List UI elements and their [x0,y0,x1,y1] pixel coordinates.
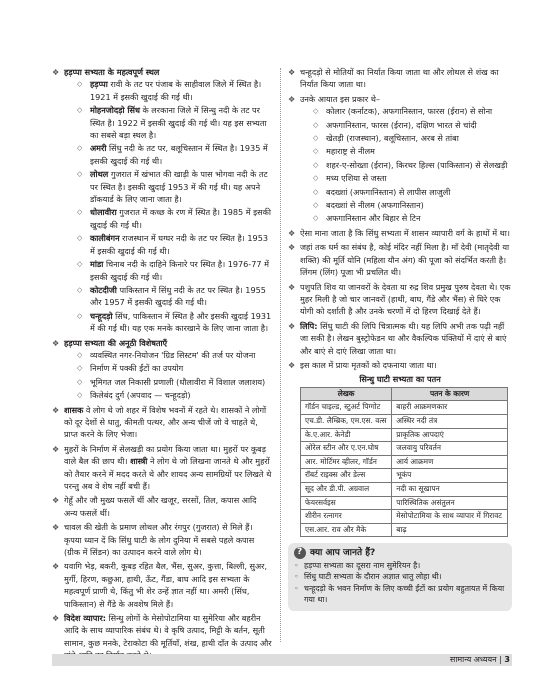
table-row: शीरीन रत्नागर मेसोपोटामिया के साथ व्यापार में गिरावट [301,510,508,524]
page-footer [0,650,554,670]
list-item: ◦ चन्हूदड़ो के भवन निर्माण के लिए कच्ची ईंटों का प्रयोग बहुतायत में किया गया था। [294,583,505,605]
diamond-bullet-icon: ◇ [313,147,319,156]
diamond-bullet-icon: ◇ [77,391,83,400]
table-row: के.ए.आर. केनेडी प्राकृतिक आपदाएं [301,428,508,442]
page-number: 3 [504,655,510,664]
paragraph: ❖ पशुपति शिव या जानवरों के देवता या रुद्र शिव प्रमुख पुरुष देवता थे। एक मुहर मिली है जो चार जानवरों (हाथी, बाघ, गैंडे और भैंस) से घिरे एक योगी को दर्शाती है और उनके चरणों में दो हिरण दिखाई देते हैं। [288,281,511,317]
list-item: ◇ अफगानिस्तान, फारस (ईरान), दक्षिण भारत से चांदी [313,119,477,130]
table-row: आर. मोर्टिमर व्हीलर, गॉर्डन आर्य आक्रमण [301,455,508,469]
list-item: ◇ शहर-ए-सोख्ता (ईरान), किरथर हिल्स (पाकिस्तान) से सेलखड़ी [313,159,508,170]
diamond-bullet-icon: ◇ [77,208,83,217]
bullet-icon: ❖ [288,227,296,238]
list-item: ◇ खेतड़ी (राजस्थान), बलूचिस्तान, अरब से तांबा [313,133,459,144]
list-item: ◇ मध्य एशिया से जस्ता [313,173,387,184]
list-item: ◇ चन्हूदड़ो सिंध, पाकिस्तान में स्थित है और इसकी खुदाई 1931 में की गई थी। यह एक मनके कारखाने के लिए जाना जाता है। [77,310,272,334]
diamond-bullet-icon: ◇ [313,214,319,223]
paragraph: ❖ यवागि भेड़, बकरी, कूबड़ रहित बैल, भैंस, सुअर, कुत्ता, बिल्ली, सुअर, मुर्गी, हिरण, कछुआ, हाथी, ऊँट, गैंडा, बाघ आदि इस सभ्यता के महत्वपूर्ण प्राणी थे, किंतु भी शेर उन्हें ज्ञात नहीं था। अमरी (सिंध, पाकिस्तान) से गैंडे के अवशेष मिले हैं। [52,561,268,609]
column-divider [280,68,281,642]
bullet-icon: ❖ [52,613,60,624]
section-sites [52,66,272,335]
bullet-icon: ❖ [288,320,296,331]
list-item: ◇ किलेबंद दुर्ग (अपवाद — चन्हूदड़ो) [77,390,191,401]
bullet-icon: ❖ [288,281,296,292]
list-item: ◇ बदख्शां (अफगानिस्तान) से लापीस लाजुली [313,186,451,197]
section-imports: ❖ उनके आयात इस प्रकार थे– ◇ कोलार (कर्नाटक), अफगानिस्तान, फारस (ईरान) से सोना ◇ अफगानिस्तान, फारस (ईरान), दक्षिण भारत से चांदी ◇ खेतड़ी (राजस्थान), बलूचिस्तान, अरब से तांबा ◇ महाराष्ट्र से नीलम ◇ शहर-ए-सोख्ता (ईरान), किरथर हिल्स (पाकिस्तान) से सेलखड़ी ◇ मध्य एशिया से जस्ता ◇ बदख्शां (अफगानिस्तान) से लापीस लाजुली ◇ बदख्शां से नीलम (अफगानिस्तान) ◇ अफगानिस्तान और बिहार से टिन [288,93,512,225]
table-header: लेखक [301,387,392,401]
table-row: गॉर्डन चाइल्ड, स्टुअर्ट पिग्गोट बाहरी आक्रमणकार [301,401,508,415]
bullet-icon: ❖ [52,495,60,506]
circle-bullet-icon: ◦ [294,572,299,582]
list-item: ◇ हड़प्पा रावी के तट पर पंजाब के साहीवाल जिले में स्थित है। 1921 में इसकी खुदाई की गई थी। [77,79,262,102]
list-item: ◇ कोलार (कर्नाटक), अफगानिस्तान, फारस (ईरान) से सोना [313,106,493,117]
diamond-bullet-icon: ◇ [313,187,319,196]
list-item: ◇ व्यवस्थित नगर-नियोजन 'ग्रिड सिस्टम' की तर्ज पर योजना [77,349,256,360]
list-item: ◦ हड़प्पा सभ्यता का दूसरा नाम सुमेरियन है। [294,560,421,570]
paragraph: ❖ चन्हूदड़ो से मोतियों का निर्यात किया जाता था और लोथल से शंख का निर्यात किया जाता था। [288,67,499,90]
paragraph: ❖ विदेश व्यापार: सिन्धु लोगों के मेसोपोटामिया या सुमेरिया और बहरीन आदि के साथ व्यापारिक संबंध थे। वे कृषि उत्पाद, मिट्टी के बर्तन, सूती सामान, कुछ मनके, टेराकोटा की मूर्तियाँ, शंख, हाथी दाँत के उत्पाद और [52,613,272,648]
bullet-icon: ❖ [52,443,60,454]
diamond-bullet-icon: ◇ [77,350,83,359]
paragraph: ❖ लिपि: सिंधु घाटी की लिपि चित्रात्मक थी। यह लिपि अभी तक पढ़ी नहीं जा सकी है। लेखन बुस्ट्रोफेडन था और वैकल्पिक पंक्तियों में दाएं से बाएं और बाएं से दाएं लिखा जाता था। [288,320,507,356]
bullet-icon: ❖ [288,359,296,370]
list-item: ◇ भूमिगत जल निकासी प्रणाली (धौलावीरा में विशाल जलाशय) [77,376,266,387]
paragraph: ❖ गेहूँ और जौ मुख्य फसलें थीं और खजूर, सरसों, तिल, कपास आदि अन्य फसलें थीं। [52,495,257,518]
question-bulb-icon [294,547,306,559]
list-item: ◇ बदख्शां से नीलम (अफगानिस्तान) [313,200,424,211]
paragraph: ❖ चावल की खेती के प्रमाण लोथल और रंगपुर (गुजरात) से मिले हैं। कृपया ध्यान दें कि सिंधु घाटी के लोग दुनिया में सबसे पहले कपास (ग्रीक में सिंडन) का उत्पादन करने वाले लोग थे। [52,522,255,558]
diamond-bullet-icon: ◇ [77,80,83,89]
circle-bullet-icon: ◦ [294,583,299,593]
bullet-icon: ❖ [288,67,296,77]
list-item: ◇ मांडा चिनाब नदी के दाहिने किनारे पर स्थित है। 1976-77 में इसकी खुदाई की गई थी। [77,259,269,282]
list-item: ◇ निर्माण में पक्की ईंटों का उपयोग [77,363,184,374]
bullet-icon: ❖ [52,67,60,77]
table-row: ओरेल स्टीन और ए.एन.घोष जलवायु परिवर्तन [301,442,508,456]
footer-text [450,654,510,666]
diamond-bullet-icon: ◇ [313,174,319,183]
section-features [52,337,272,402]
diamond-bullet-icon: ◇ [77,311,83,320]
table-row: फेयरसर्वइस पारिस्थितिक असंतुलन [301,496,508,510]
list-item: ◇ अफगानिस्तान और बिहार से टिन [313,213,421,224]
table-row: एच.डी. लैम्ब्रिक, एम.एस. वत्स अस्थिर नदी तंत्र [301,414,508,428]
did-you-know-title: ? क्या आप जानते हैं? [294,547,506,559]
diamond-bullet-icon: ◇ [77,106,83,115]
diamond-bullet-icon: ◇ [77,170,83,179]
list-item: ◇ धोलावीरा गुजरात में कच्छ के रण में स्थित है। 1985 में इसकी खुदाई की गई थी। [77,207,271,230]
bullet-icon: ❖ [288,93,296,104]
list-item: ◦ सिंधु घाटी सभ्यता के दौरान अज्ञात धातु लोहा थी। [294,572,442,582]
left-column [52,66,272,664]
circle-bullet-icon: ◦ [294,560,299,570]
bullet-icon: ❖ [288,242,296,253]
diamond-bullet-icon: ◇ [313,134,319,143]
diamond-bullet-icon: ◇ [77,377,83,386]
diamond-bullet-icon: ◇ [313,120,319,129]
table-header: पतन के कारण [392,387,508,401]
list-item: ◇ मोहनजोदड़ो सिंध के लरकाना जिले में सिन्धु नदी के तट पर स्थित है। 1922 में इसकी खुदाई की गई थी। यह इस सभ्यता का सबसे बड़ा स्थल है। [77,105,267,141]
paragraph: ❖ ऐसा माना जाता है कि सिंधु सभ्यता में शासन व्यापारी वर्ग के हाथों में था। [288,227,510,238]
footer-label: सामान्य अध्ययन [449,655,497,664]
right-column [288,66,512,611]
list-item: ◇ अमरी सिंधु नदी के तट पर, बलूचिस्तान में स्थित है। 1935 में इसकी खुदाई की गई थी। [77,143,268,166]
table-row: एस.आर. राव और मैके बाढ़ [301,523,508,537]
bullet-icon: ❖ [52,337,60,348]
section-title: हड़प्पा सभ्यता की अनूठी विशेषताएँ [64,337,168,348]
diamond-bullet-icon: ◇ [77,234,83,243]
bullet-icon: ❖ [52,522,60,533]
paragraph: ❖ मुहरों के निर्माण में सेलखड़ी का प्रयोग किया जाता था। मुहरों पर कूबड़ वाले बैल की छाप थी। शास्त्री ने लोग थे जो लिखना जानते थे और मुहरों को तैयार करने में मदद करते थे और शायद अन्य सामग्रियों पर लिखते थे परन्तु अब वे शेष नहीं बची हैं। [52,443,272,491]
list-item: ◇ कोटदीजी पाकिस्तान में सिंधु नदी के तट पर स्थित है। 1955 और 1957 में इसकी खुदाई की गई थी। [77,284,266,308]
diamond-bullet-icon: ◇ [77,260,83,269]
list-item: ◇ महाराष्ट्र से नीलम [313,146,375,157]
bullet-icon: ❖ [52,561,60,572]
table-header-row [301,387,508,401]
section-title: हड़प्पा सभ्यता के महत्वपूर्ण स्थल [64,67,160,77]
diamond-bullet-icon: ◇ [77,285,83,294]
did-you-know-box [288,543,512,611]
footer-bar [52,654,512,666]
paragraph: ❖ इस काल में प्रायः मृतकों को दफनाया जाता था। [288,359,437,370]
table-row: सूद और डी.पी. अग्रवाल नदी का सूखापन [301,482,508,496]
table-row: रॉबर्ट राइक्स और डेल्स भूकंप [301,469,508,483]
paragraph: ❖ जहां तक धर्म का संबंध है, कोई मंदिर नहीं मिला है। माँ देवी (मातृदेवी या शक्ति) की मूर्ति योनि (महिला यौन अंग) की पूजा को संदर्भित करती है। लिंगम (लिंग) पूजा भी प्रचलित थी। [288,242,510,278]
diamond-bullet-icon: ◇ [77,144,83,153]
table-title: सिन्धु घाटी सभ्यता का पतन [359,374,441,385]
diamond-bullet-icon: ◇ [313,160,319,169]
diamond-bullet-icon: ◇ [313,107,319,116]
footer-separator: | [499,655,505,664]
decline-table [300,387,508,538]
list-item: ◇ कालीबंगन राजस्थान में घग्घर नदी के तट पर स्थित है। 1953 में इसकी खुदाई की गई थी। [77,233,268,256]
list-item: ◇ लोथल गुजरात में खंभात की खाड़ी के पास भोगवा नदी के तट पर स्थित है। इसकी खुदाई 1953 में की गई थी। यह अपने डॉकयार्ड के लिए जाना जाता है। [77,169,268,205]
diamond-bullet-icon: ◇ [77,364,83,373]
diamond-bullet-icon: ◇ [313,201,319,210]
bullet-icon: ❖ [52,404,60,415]
paragraph: ❖ शासक वे लोग थे जो शहर में विशेष भवनों में रहते थे। शासकों ने लोगों को दूर देशों से धातु, कीमती पत्थर, और अन्य चीजें जो वे चाहते थे, प्राप्त करने के लिए भेजा। [52,404,267,440]
